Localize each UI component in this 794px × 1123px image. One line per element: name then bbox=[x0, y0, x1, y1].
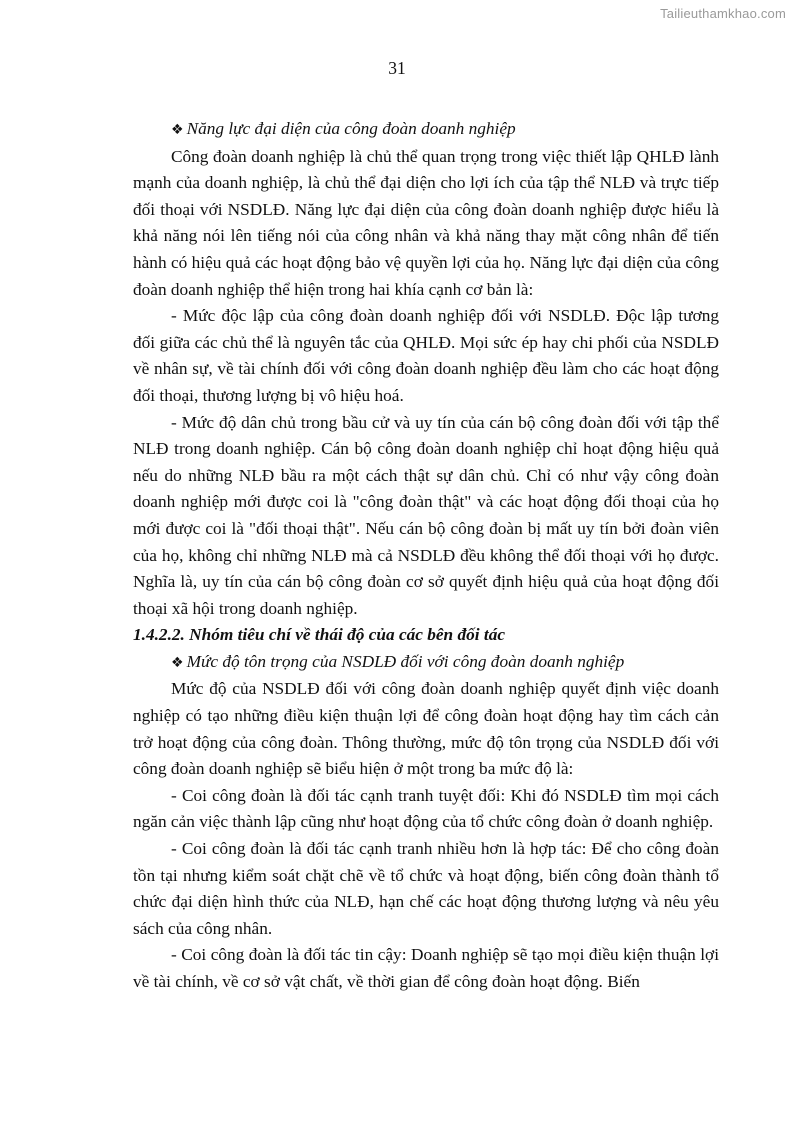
paragraph: - Mức độc lập của công đoàn doanh nghiệp đối với NSDLĐ. Độc lập tương đối giữa các chủ thể là nguyên tắc của QHLĐ. Mọi sức ép hay chi phối của NSDLĐ về nhân sự, về tài chính đối với công đoàn doanh nghiệp đều làm cho các hoạt động đối thoại, thương lượng bị vô hiệu hoá. bbox=[133, 306, 719, 405]
document-body bbox=[133, 116, 719, 996]
watermark: Tailieuthamkhao.com bbox=[660, 6, 786, 21]
paragraph: - Coi công đoàn là đối tác cạnh tranh nhiều hơn là hợp tác: Để cho công đoàn tồn tại nhưng kiểm soát chặt chẽ về tổ chức và hoạt động, biến công đoàn thành tổ chức đại diện hình thức của NLĐ, hạn chế các hoạt động thương lượng và nêu yêu sách của công nhân. bbox=[133, 839, 719, 938]
bullet-heading-representation-capacity bbox=[133, 116, 719, 144]
paragraph: - Coi công đoàn là đối tác cạnh tranh tuyệt đối: Khi đó NSDLĐ tìm mọi cách ngăn cản việc thành lập cũng như hoạt động của tổ chức công đoàn ở doanh nghiệp. bbox=[133, 785, 719, 832]
diamond-bullet-icon: ❖ bbox=[171, 654, 184, 671]
bullet-heading-text: Mức độ tôn trọng của NSDLĐ đối với công đoàn doanh nghiệp bbox=[186, 651, 625, 671]
paragraph: - Mức độ dân chủ trong bầu cử và uy tín của cán bộ công đoàn đối với tập thể NLĐ trong doanh nghiệp. Cán bộ công đoàn doanh nghiệp chỉ hoạt động hiệu quả nếu do những NLĐ bầu ra một cách thật sự dân chủ. Chỉ có như vậy công đoàn doanh nghiệp mới được coi là "công đoàn thật" và các hoạt động đối thoại của họ mới được coi là "đối thoại thật". Nếu cán bộ công đoàn bị mất uy tín bởi đoàn viên của họ, không chỉ những NLĐ mà cả NSDLĐ đều không thể đối thoại với họ được. Nghĩa là, uy tín của cán bộ công đoàn cơ sở quyết định hiệu quả của hoạt động đối thoại xã hội trong doanh nghiệp. bbox=[133, 412, 719, 618]
paragraph: Mức độ của NSDLĐ đối với công đoàn doanh nghiệp quyết định việc doanh nghiệp có tạo những điều kiện thuận lợi để công đoàn hoạt động hay tìm cách cản trở hoạt động của công đoàn. Thông thường, mức độ tôn trọng của NSDLĐ đối với công đoàn doanh nghiệp sẽ biểu hiện ở một trong ba mức độ là: bbox=[133, 679, 719, 779]
page-number: 31 bbox=[388, 58, 406, 78]
diamond-bullet-icon: ❖ bbox=[171, 122, 184, 138]
bullet-heading-respect-level bbox=[133, 649, 719, 677]
bullet-heading-text: Năng lực đại diện của công đoàn doanh nghiệp bbox=[186, 119, 516, 138]
paragraph: Công đoàn doanh nghiệp là chủ thể quan trọng trong việc thiết lập QHLĐ lành mạnh của doanh nghiệp, là chủ thể đại diện cho lợi ích của tập thể NLĐ và trực tiếp đối thoại với NSDLĐ. Năng lực đại diện của công đoàn doanh nghiệp được hiểu là khả năng nói lên tiếng nói của công nhân và khả năng thay mặt công nhân để tiến hành có hiệu quả các hoạt động bảo vệ quyền lợi của họ. Năng lực đại diện của công đoàn doanh nghiệp thể hiện trong hai khía cạnh cơ bản là: bbox=[133, 146, 719, 299]
paragraph: - Coi công đoàn là đối tác tin cậy: Doanh nghiệp sẽ tạo mọi điều kiện thuận lợi về tài chính, về cơ sở vật chất, về thời gian để công đoàn hoạt động. Biến bbox=[133, 945, 719, 991]
section-heading: 1.4.2.2. Nhóm tiêu chí về thái độ của các bên đối tác bbox=[133, 625, 506, 645]
